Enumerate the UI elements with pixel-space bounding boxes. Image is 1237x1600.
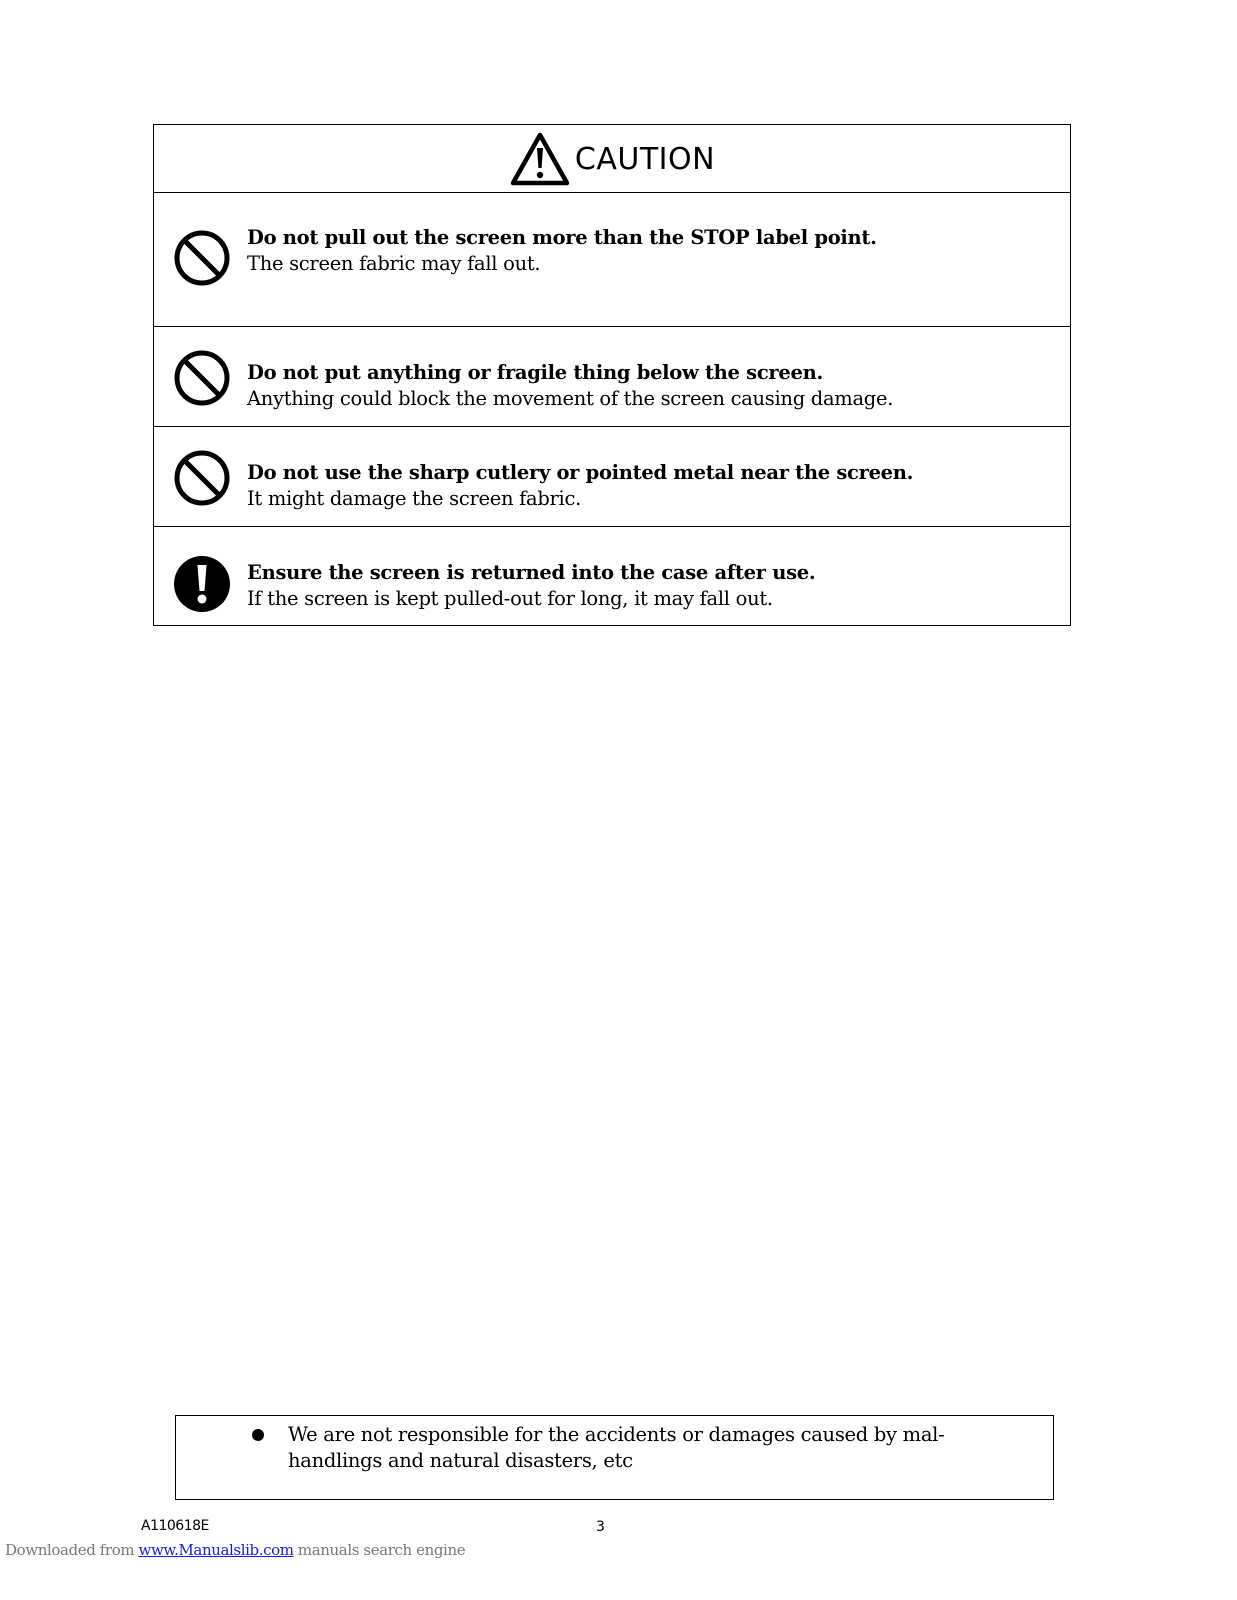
caution-header <box>154 125 1070 193</box>
caution-item-heading: Do not pull out the screen more than the STOP label point. <box>247 226 877 249</box>
mandatory-action-icon <box>173 555 231 613</box>
disclaimer-box <box>175 1415 1054 1500</box>
caution-item <box>154 527 1070 627</box>
caution-item <box>154 192 1070 327</box>
caution-item-heading: Ensure the screen is returned into the case after use. <box>247 561 816 584</box>
caution-item-description: Anything could block the movement of the screen causing damage. <box>247 387 894 410</box>
caution-table <box>153 124 1071 626</box>
prohibition-icon <box>173 229 231 287</box>
caution-item-text <box>247 225 1050 277</box>
manualslib-link[interactable]: www.Manualslib.com <box>138 1541 294 1559</box>
caution-item <box>154 427 1070 527</box>
warning-triangle-icon <box>509 131 571 187</box>
caution-item-text <box>247 560 1050 612</box>
prohibition-icon <box>173 349 231 407</box>
footer-suffix: manuals search engine <box>293 1541 466 1559</box>
disclaimer-text: We are not responsible for the accidents or damages caused by mal-handlings and natural disasters, etc <box>288 1423 945 1472</box>
caution-item-heading: Do not use the sharp cutlery or pointed metal near the screen. <box>247 461 914 484</box>
caution-item <box>154 327 1070 427</box>
caution-item-heading: Do not put anything or fragile thing below the screen. <box>247 361 823 384</box>
caution-item-description: The screen fabric may fall out. <box>247 252 541 275</box>
caution-title: CAUTION <box>574 141 716 177</box>
caution-item-text <box>247 460 1050 512</box>
document-code: A110618E <box>141 1518 209 1534</box>
caution-item-description: If the screen is kept pulled-out for long, it may fall out. <box>247 587 773 610</box>
caution-item-text <box>247 360 1050 412</box>
prohibition-icon <box>173 449 231 507</box>
download-footer <box>5 1541 465 1559</box>
bullet-icon <box>252 1429 264 1441</box>
footer-prefix: Downloaded from <box>5 1541 139 1559</box>
page-number: 3 <box>596 1519 605 1535</box>
caution-item-description: It might damage the screen fabric. <box>247 487 582 510</box>
